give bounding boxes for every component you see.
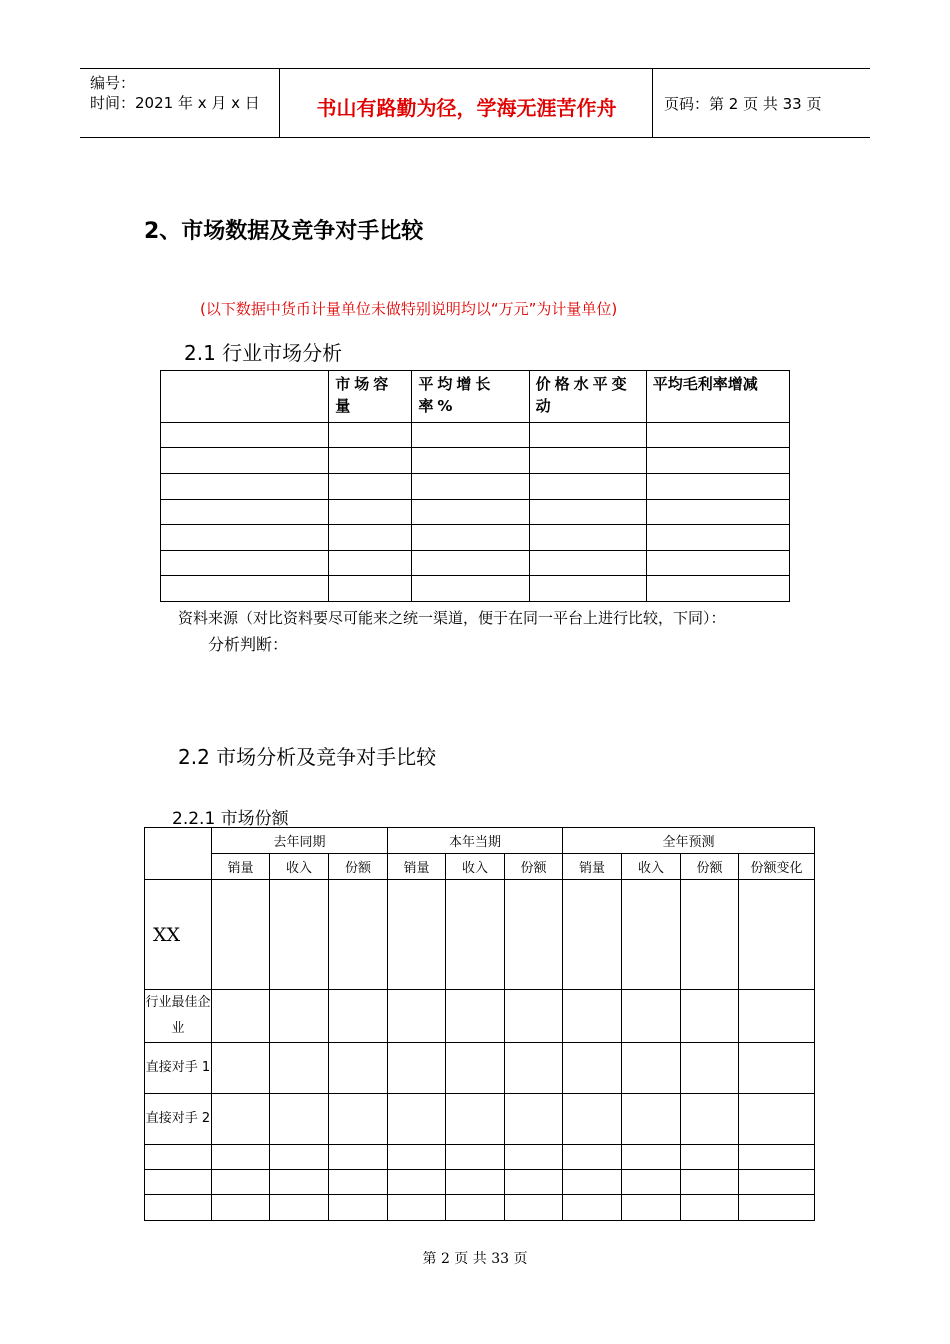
row-label	[145, 1145, 212, 1170]
table-cell	[622, 1145, 681, 1170]
table-cell	[212, 1195, 270, 1221]
table-header-cell: 平均增长率%	[412, 371, 529, 423]
table-row	[145, 1170, 815, 1195]
table-cell	[681, 1043, 739, 1094]
industry-market-table	[160, 370, 790, 602]
serial-label: 编号：	[90, 74, 136, 92]
table-header-cell	[161, 371, 329, 423]
table-row	[145, 1043, 815, 1094]
table-cell	[412, 423, 529, 448]
table-cell	[212, 1145, 270, 1170]
row-label: XX	[145, 880, 212, 990]
table-cell	[212, 990, 270, 1043]
table-cell	[646, 551, 789, 576]
table-cell	[563, 1145, 622, 1170]
table-cell	[563, 1195, 622, 1221]
table-cell	[161, 525, 329, 551]
table-cell	[161, 423, 329, 448]
table-cell	[329, 551, 412, 576]
table-cell	[412, 525, 529, 551]
table-cell	[212, 1043, 270, 1094]
header-meta	[80, 69, 280, 137]
table-cell	[681, 1145, 739, 1170]
table-cell	[212, 1170, 270, 1195]
subsection-title-2-2-1: 2.2.1 市场份额	[172, 809, 289, 829]
table-cell	[388, 1094, 446, 1145]
table-cell	[329, 880, 388, 990]
table-cell	[739, 880, 815, 990]
table-cell	[161, 448, 329, 474]
table-cell	[161, 576, 329, 602]
table-row	[161, 500, 790, 525]
table-cell	[329, 1043, 388, 1094]
table-cell	[563, 880, 622, 990]
table-cell	[646, 423, 789, 448]
table-cell	[446, 1094, 505, 1145]
subsection-title-2-1: 2.1 行业市场分析	[184, 341, 343, 365]
table-cell	[388, 1195, 446, 1221]
table-header-cell: 份额	[329, 854, 388, 880]
table-cell	[739, 1094, 815, 1145]
table-header-cell: 收入	[270, 854, 329, 880]
table-cell	[329, 1195, 388, 1221]
table-cell	[161, 551, 329, 576]
table-cell	[412, 474, 529, 500]
table-corner-cell	[145, 828, 212, 880]
table-row	[145, 1195, 815, 1221]
table-cell	[388, 880, 446, 990]
subsection-title-2-2: 2.2 市场分析及竞争对手比较	[178, 745, 437, 769]
table-cell	[505, 1094, 563, 1145]
table-cell	[270, 1145, 329, 1170]
group-header-full-year-forecast: 全年预测	[563, 828, 815, 854]
table-cell	[329, 1094, 388, 1145]
table-cell	[739, 990, 815, 1043]
table-cell	[329, 1145, 388, 1170]
table-cell	[412, 448, 529, 474]
table-cell	[563, 1094, 622, 1145]
table-cell	[329, 448, 412, 474]
table-cell	[529, 474, 646, 500]
table-cell	[388, 990, 446, 1043]
table-header-cell: 销量	[388, 854, 446, 880]
analysis-label: 分析判断：	[208, 635, 289, 654]
table-cell	[739, 1145, 815, 1170]
table-cell	[270, 880, 329, 990]
table-header-cell: 收入	[622, 854, 681, 880]
table-row	[161, 423, 790, 448]
group-header-last-year: 去年同期	[212, 828, 388, 854]
row-label: 直接对手 1	[145, 1043, 212, 1094]
table-row	[161, 576, 790, 602]
table-cell	[681, 1094, 739, 1145]
table-row	[145, 990, 815, 1043]
table-cell	[212, 880, 270, 990]
table-header-cell: 份额	[505, 854, 563, 880]
table-cell	[529, 576, 646, 602]
table-row	[161, 474, 790, 500]
table-cell	[505, 880, 563, 990]
table-cell	[563, 1043, 622, 1094]
table-header-cell: 份额	[681, 854, 739, 880]
table-header-cell: 销量	[212, 854, 270, 880]
table-cell	[329, 474, 412, 500]
table-cell	[646, 576, 789, 602]
table-cell	[270, 1043, 329, 1094]
table-header-cell: 市场容量	[329, 371, 412, 423]
table-cell	[739, 1195, 815, 1221]
table-cell	[529, 500, 646, 525]
table-cell	[329, 525, 412, 551]
table-row	[145, 1094, 815, 1145]
table-cell	[388, 1145, 446, 1170]
header-motto: 书山有路勤为径，学海无涯苦作舟	[281, 69, 653, 137]
table-header-row	[161, 371, 790, 423]
table-cell	[563, 1170, 622, 1195]
table-cell	[161, 500, 329, 525]
table-cell	[529, 423, 646, 448]
table-cell	[529, 448, 646, 474]
table-cell	[681, 1195, 739, 1221]
table-header-row	[145, 854, 815, 880]
table-cell	[329, 576, 412, 602]
row-label	[145, 1170, 212, 1195]
table-header-cell: 销量	[563, 854, 622, 880]
table-header-cell: 份额变化	[739, 854, 815, 880]
currency-note: (以下数据中货币计量单位未做特别说明均以“万元”为计量单位)	[200, 300, 618, 318]
table-group-header-row	[145, 828, 815, 854]
table-cell	[646, 500, 789, 525]
table-cell	[212, 1094, 270, 1145]
table-row	[145, 880, 815, 990]
section-title: 2、市场数据及竞争对手比较	[144, 219, 424, 244]
table-cell	[388, 1043, 446, 1094]
row-label: 行业最佳企业	[145, 990, 212, 1043]
table-cell	[739, 1170, 815, 1195]
table-cell	[329, 500, 412, 525]
row-label: 直接对手 2	[145, 1094, 212, 1145]
table-cell	[270, 1094, 329, 1145]
table-cell	[681, 1170, 739, 1195]
time-label: 时间：2021 年 x 月 x 日	[90, 94, 260, 112]
table-row	[161, 525, 790, 551]
table-header-cell: 平均毛利率增减	[646, 371, 789, 423]
table-row	[145, 1145, 815, 1170]
table-cell	[270, 1170, 329, 1195]
table-cell	[622, 1195, 681, 1221]
table-row	[161, 448, 790, 474]
table-cell	[739, 1043, 815, 1094]
table-cell	[622, 880, 681, 990]
row-label	[145, 1195, 212, 1221]
header-page-info: 页码：第 2 页 共 33 页	[664, 94, 822, 113]
table-cell	[505, 1170, 563, 1195]
table-cell	[505, 1195, 563, 1221]
table-cell	[446, 1170, 505, 1195]
table-cell	[446, 990, 505, 1043]
table-cell	[646, 448, 789, 474]
table-cell	[446, 880, 505, 990]
table-cell	[529, 551, 646, 576]
table-header-cell: 收入	[446, 854, 505, 880]
table-cell	[446, 1043, 505, 1094]
table-cell	[412, 500, 529, 525]
table-cell	[681, 990, 739, 1043]
table-cell	[270, 990, 329, 1043]
table-cell	[161, 474, 329, 500]
table-cell	[505, 1043, 563, 1094]
table-cell	[505, 990, 563, 1043]
table-row	[161, 551, 790, 576]
table-cell	[563, 990, 622, 1043]
table-cell	[329, 990, 388, 1043]
table-cell	[270, 1195, 329, 1221]
table-cell	[646, 474, 789, 500]
table-cell	[446, 1195, 505, 1221]
page-footer: 第 2 页 共 33 页	[422, 1251, 528, 1267]
table-cell	[412, 576, 529, 602]
table-cell	[388, 1170, 446, 1195]
table-cell	[505, 1145, 563, 1170]
table-cell	[622, 1043, 681, 1094]
table-cell	[329, 423, 412, 448]
source-note: 资料来源（对比资料要尽可能来之统一渠道，便于在同一平台上进行比较，下同）：	[178, 609, 726, 627]
table-cell	[622, 990, 681, 1043]
table-cell	[622, 1170, 681, 1195]
table-cell	[329, 1170, 388, 1195]
market-share-table	[144, 827, 815, 1221]
group-header-this-period: 本年当期	[388, 828, 563, 854]
table-header-cell: 价格水平变动	[529, 371, 646, 423]
table-cell	[646, 525, 789, 551]
page-header	[80, 68, 870, 138]
table-cell	[412, 551, 529, 576]
table-cell	[622, 1094, 681, 1145]
table-cell	[529, 525, 646, 551]
table-cell	[446, 1145, 505, 1170]
table-cell	[681, 880, 739, 990]
